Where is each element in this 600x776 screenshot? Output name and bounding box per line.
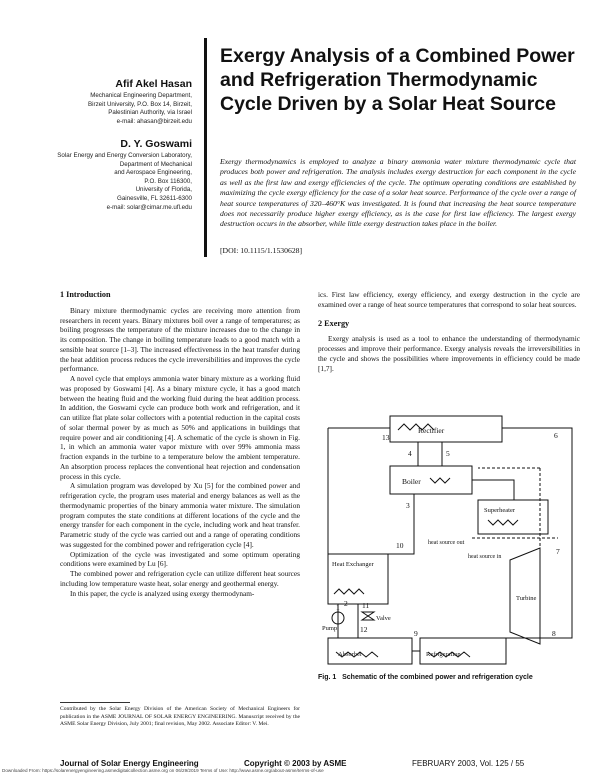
- author-block-1: [88, 78, 192, 126]
- paragraph: Optimization of the cycle was investigated and some optimum operating conditions were examined by Lu [6].: [60, 549, 300, 569]
- valve-label: Valve: [376, 615, 391, 622]
- superheater-label: Superheater: [484, 507, 516, 514]
- state-number: 8: [552, 629, 556, 638]
- absorber-label: Absorber: [338, 651, 363, 658]
- heat-exchanger-label: Heat Exchanger: [332, 561, 374, 568]
- abstract: Exergy thermodynamics is employed to analyze a binary ammonia water mixture thermodynamic cycle that produces both power and refrigeration. The analysis includes exergy destruction for each component in the cycle as well as the first law and exergy efficiencies of the cycle. The optimum operating conditions are established by maximizing the cycle exergy efficiency for the case of a solar heat source. Performance of the cycle over a range of heat source temperatures of 320–460°K was investigated. It is found that increasing the heat source temperature does not necessarily produce higher exergy efficiency, as is the case for first law efficiency. The largest exergy destruction occurs in the absorber, while little exergy destruction takes place in the boiler.: [220, 157, 576, 229]
- author-affiliation-line: Gainesville, FL 32611-6300: [117, 194, 192, 202]
- rectifier-label: Rectifier: [418, 426, 445, 435]
- state-number: 11: [362, 601, 370, 610]
- footer-journal: Journal of Solar Energy Engineering: [60, 759, 199, 768]
- author-affiliation-line: Department of Mechanical: [119, 160, 192, 168]
- paper-title: Exergy Analysis of a Combined Power and Refrigeration Thermodynamic Cycle Driven by a Solar Heat Source: [220, 45, 575, 115]
- section-heading-exergy: 2 Exergy: [318, 318, 350, 328]
- author-affiliation-line: Palestinian Authority, via Israel: [108, 109, 192, 117]
- author-name: Afif Akel Hasan: [115, 78, 192, 90]
- figure-caption-label: Fig. 1: [318, 674, 337, 681]
- state-number: 7: [556, 547, 560, 556]
- boiler-label: Boiler: [402, 477, 421, 486]
- author-email[interactable]: e-mail: solar@cimar.me.ufl.edu: [106, 203, 192, 211]
- download-notice[interactable]: Downloaded From: https://solarenergyengineering.asmedigitalcollection.asme.org on 06/29/2019 Terms of Use: http://www.asme.org/about-asme/terms-of-use: [2, 768, 324, 773]
- footnote-rule: [60, 702, 130, 703]
- author-affiliation-line: University of Florida,: [135, 186, 192, 194]
- paragraph: ics. First law efficiency, exergy efficiency, and exergy destruction in the cycle are examined over a range of heat source temperatures that correspond to solar heat sources.: [318, 290, 580, 309]
- author-affiliation-line: P.O. Box 116300,: [144, 177, 192, 185]
- figure-caption: [318, 673, 580, 682]
- state-number: 2: [344, 599, 348, 608]
- state-number: 9: [414, 629, 418, 638]
- refrigeration-label: Refrigeration: [426, 651, 461, 658]
- paragraph: In this paper, the cycle is analyzed using exergy thermodynam-: [70, 588, 255, 598]
- turbine-label: Turbine: [516, 595, 537, 602]
- author-block-2: [57, 138, 192, 212]
- author-affiliation-line: and Aerospace Engineering,: [114, 169, 192, 177]
- state-number: 5: [446, 449, 450, 458]
- state-number: 3: [406, 501, 410, 510]
- right-column: [318, 290, 580, 373]
- figure-caption-text: Schematic of the combined power and refrigeration cycle: [342, 674, 533, 681]
- author-affiliation-line: Birzeit University, P.O. Box 14, Birzeit,: [88, 100, 192, 108]
- superheater-box: [478, 500, 548, 534]
- state-number: 1: [336, 603, 340, 612]
- title-rule: [204, 38, 207, 257]
- paragraph: The combined power and refrigeration cycle can utilize different heat sources including low temperature waste heat, solar energy and geothermal energy.: [60, 569, 300, 588]
- rectifier-box: [390, 416, 502, 442]
- paragraph: Binary mixture thermodynamic cycles are receiving more attention from researchers in recent years. Binary mixtures boil over a range of temperatures; as boiling progresses the temperature of the mixture increases due to the change in its composition. The change in boiling temperature leads to a good match with a sensible heat source [1–3]. The increased effectiveness in the heat transfer during the heat addition process reduces the cycle irreversibilities and improves the cycle performance.: [60, 305, 300, 374]
- author-name: D. Y. Goswami: [120, 138, 192, 150]
- section-heading-introduction: 1 Introduction: [60, 290, 111, 299]
- footer-copyright: Copyright © 2003 by ASME: [244, 759, 347, 768]
- doi-link[interactable]: [DOI: 10.1115/1.1530628]: [220, 246, 303, 255]
- paragraph: A simulation program was developed by Xu [5] for the combined power and refrigeration cycle, the program uses material and energy balances as well as the thermodynamic properties of the binary ammonia water mixture. The simulation program computes the state conditions at different locations of the cycle and the energy transfer for each component in the cycle, including work and heat transfer. Parametric study of the cycle was carried out and a range of operating conditions was suggested for the combined power and refrigeration cycle [4].: [60, 481, 300, 549]
- paragraph: A novel cycle that employs ammonia water binary mixture as a working fluid was proposed by Goswami [4]. As a binary mixture cycle, it has a good match between the heating fluid and the working fluid during the heat addition process. In addition, the Goswami cycle can produce both work and refrigeration, and it can utilize flat plate solar collectors with a potential reduction in the capital costs of solar thermal power by as much as 50% and applications in buildings that require power and air conditioning [4]. A schematic of the cycle is shown in Fig. 1, in which an ammonia water vapor mixture with over 99% ammonia mass fraction expands in the turbine to a temperature below the ambient temperature. An absorption process replaces the conventional heat rejection and condensation process in this cycle.: [60, 374, 300, 481]
- state-number: 13: [382, 433, 390, 442]
- state-number: 4: [408, 449, 412, 458]
- author-affiliation-line: Mechanical Engineering Department,: [90, 92, 192, 99]
- heat-source-out-label: heat source out: [428, 540, 465, 546]
- author-email[interactable]: e-mail: ahasan@birzeit.edu: [116, 117, 192, 125]
- state-number: 10: [396, 541, 404, 550]
- state-number: 6: [554, 431, 558, 440]
- author-affiliation-line: Solar Energy and Energy Conversion Laboratory,: [57, 152, 192, 159]
- valve-symbol: [362, 612, 374, 620]
- state-number: 12: [360, 625, 368, 634]
- footer-issue: FEBRUARY 2003, Vol. 125 / 55: [412, 759, 525, 768]
- footnote: Contributed by the Solar Energy Division of the American Society of Mechanical Engineers for publication in the ASME JOURNAL OF SOLAR ENERGY ENGINEERING. Manuscript received by the ASME Solar Energy Division, July 2001; final revision, May 2002. Associate Editor: V. Mei.: [60, 706, 300, 728]
- pump-label: Pump: [322, 625, 338, 632]
- heat-source-in-label: heat source in: [468, 554, 502, 560]
- left-column: [60, 290, 300, 598]
- cycle-schematic-figure: [318, 408, 580, 670]
- paragraph: Exergy analysis is used as a tool to enhance the understanding of thermodynamic processes and improve their performance. Exergy analysis reveals the irreversibilities in the cycle and shows the possibilities where improvements in efficiency could be made [1,7].: [318, 334, 580, 373]
